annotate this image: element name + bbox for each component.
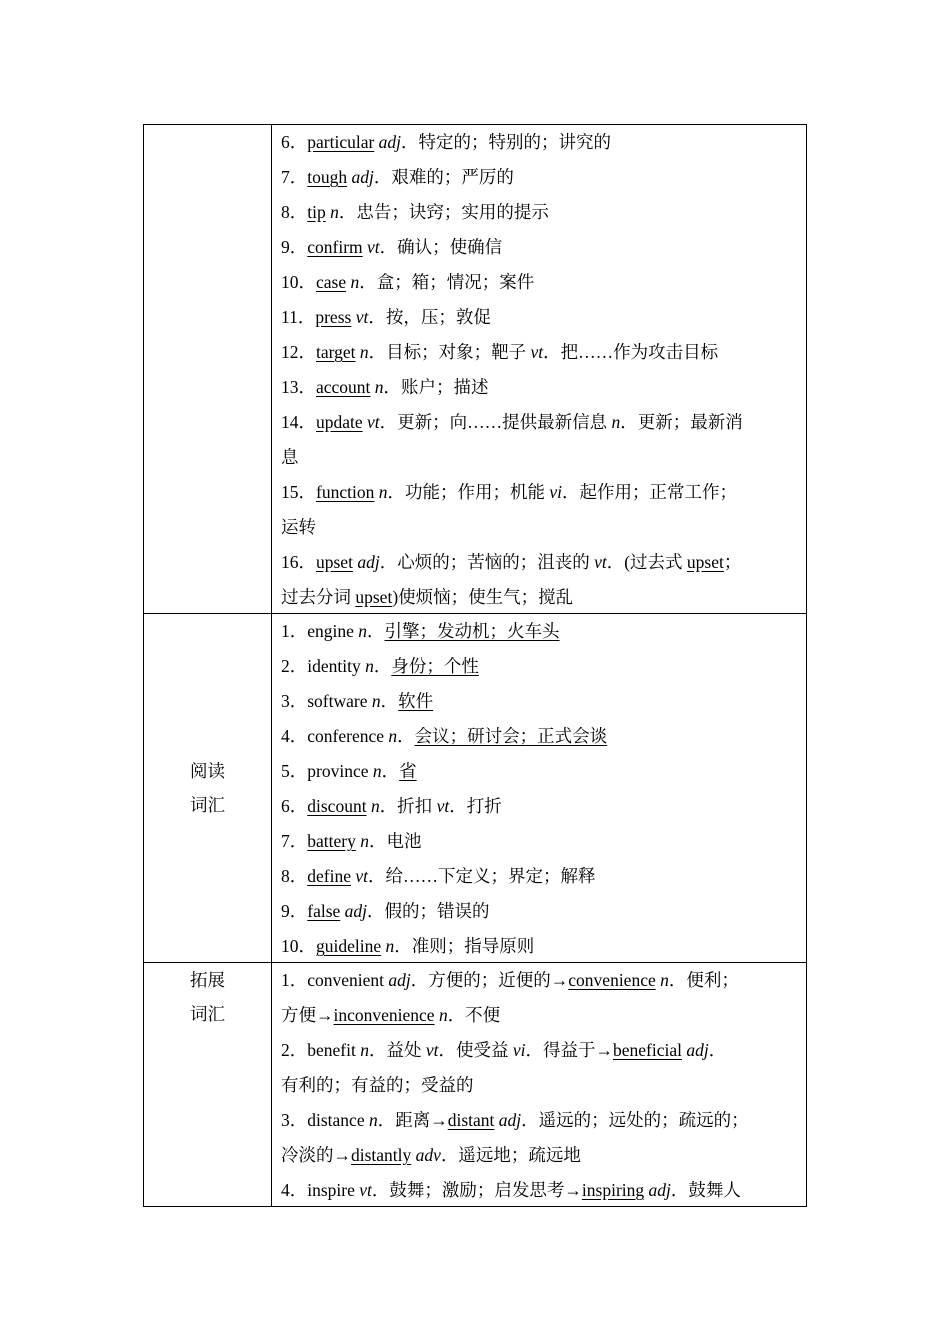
word: 1．convenient [281, 970, 389, 990]
category-label: 词汇 [190, 1004, 225, 1024]
table-row [144, 614, 807, 963]
pos: vt [436, 796, 450, 816]
word: update [316, 412, 363, 432]
vocab-line [281, 719, 798, 754]
word: upset [316, 552, 353, 572]
meaning: ．按，压；敦促 [368, 307, 491, 327]
meaning: ．忠告；诀窍；实用的提示 [338, 202, 549, 222]
meaning: ．把……作为攻击目标 [543, 342, 719, 362]
word: 3．distance [281, 1110, 369, 1130]
num: 7． [281, 831, 308, 851]
answer-meaning: 会议；研讨会；正式会谈 [414, 726, 608, 746]
vocab-line [281, 195, 798, 230]
pos: n [370, 377, 384, 397]
word: particular [307, 132, 375, 152]
vocab-line [281, 475, 798, 510]
word: 4．conference [281, 726, 389, 746]
meaning: ． [708, 1040, 727, 1060]
meaning: ．确认；使确信 [379, 237, 503, 257]
pos: n [381, 936, 395, 956]
vocab-line [281, 405, 798, 440]
meaning: ．不便 [447, 1005, 501, 1025]
word: 2．identity [281, 656, 366, 676]
num: 8． [281, 866, 308, 886]
pos: n [368, 1110, 378, 1130]
pos: adj [374, 132, 402, 152]
vocabulary-table [143, 124, 807, 1207]
pos: adj [388, 970, 411, 990]
word: confirm [307, 237, 363, 257]
core-vocab-cell [272, 125, 807, 614]
word: 4．inspire [281, 1180, 360, 1200]
word: upset [355, 587, 393, 607]
meaning: ．遥远的；远处的；疏远的； [521, 1110, 749, 1130]
pos: n [346, 272, 360, 292]
num: 16． [281, 552, 316, 572]
meaning: ．更新；向……提供最新信息 [379, 412, 612, 432]
category-label: 拓展 [190, 970, 225, 990]
meaning: ．(过去式 [606, 552, 687, 572]
derived-word: inspiring [581, 1180, 645, 1200]
meaning: 有利的；有益的；受益的 [281, 1075, 474, 1095]
answer-meaning: 省 [399, 761, 417, 781]
num: 13． [281, 377, 316, 397]
pos: n [366, 796, 380, 816]
category-cell-empty [144, 125, 272, 614]
reading-vocab-cell [272, 614, 807, 963]
category-label: 词汇 [190, 795, 225, 815]
vocab-line-wrap [281, 1138, 798, 1173]
answer-meaning: 软件 [398, 691, 434, 711]
num: 6． [281, 796, 308, 816]
separator: ． [380, 691, 399, 711]
pos: vt [359, 1180, 372, 1200]
meaning: ．起作用；正常工作； [561, 482, 737, 502]
word: function [316, 482, 375, 502]
vocab-line [281, 824, 798, 859]
pos: n [611, 412, 621, 432]
separator: ． [367, 621, 385, 641]
meaning: 方便→ [281, 1005, 334, 1025]
word: 3．software [281, 691, 372, 711]
derived-word: distant [447, 1110, 495, 1130]
pos: vt [362, 412, 380, 432]
num: 14． [281, 412, 316, 432]
meaning: ．打折 [449, 796, 502, 816]
derived-word: inconvenience [333, 1005, 435, 1025]
pos: adj [681, 1040, 709, 1060]
vocab-line [281, 684, 798, 719]
word: tip [307, 202, 326, 222]
vocab-line [281, 1033, 798, 1068]
word: press [315, 307, 352, 327]
meaning: ．心烦的；苦恼的；沮丧的 [379, 552, 595, 572]
table-row [144, 125, 807, 614]
pos: adj [644, 1180, 671, 1200]
vocab-line [281, 963, 798, 998]
answer-meaning: 身份；个性 [391, 656, 479, 676]
meaning: ．盒；箱；情况；案件 [359, 272, 535, 292]
vocab-line [281, 614, 798, 649]
vocab-line [281, 160, 798, 195]
vocab-line [281, 894, 798, 929]
pos: n [388, 726, 398, 746]
vocab-line-wrap [281, 998, 798, 1033]
vocab-line [281, 789, 798, 824]
num: 10． [281, 936, 316, 956]
meaning: ．距离→ [377, 1110, 448, 1130]
vocab-line [281, 649, 798, 684]
meaning: ．更新；最新消 [620, 412, 743, 432]
meaning: ．特定的；特别的；讲究的 [401, 132, 612, 152]
vocab-line [281, 545, 798, 580]
separator: ． [397, 726, 415, 746]
meaning: ．功能；作用；机能 [387, 482, 550, 502]
meaning: ．电池 [368, 831, 422, 851]
num: 7． [281, 167, 308, 187]
word: 1．engine [281, 621, 359, 641]
answer-meaning: 引擎；发动机；火车头 [384, 621, 560, 641]
meaning: 运转 [281, 517, 316, 537]
vocab-line [281, 125, 798, 160]
word: account [316, 377, 371, 397]
pos: vt [594, 552, 607, 572]
derived-word: distantly [351, 1145, 412, 1165]
meaning: ．使受益 [438, 1040, 513, 1060]
vocab-line [281, 859, 798, 894]
category-cell-reading [144, 614, 272, 963]
separator: ． [381, 761, 400, 781]
meaning: ．艰难的；严厉的 [373, 167, 514, 187]
vocab-line [281, 929, 798, 962]
meaning: ．鼓舞；激励；启发思考→ [371, 1180, 582, 1200]
word: battery [307, 831, 356, 851]
meaning: ．给……下定义；界定；解释 [368, 866, 596, 886]
pos: n [374, 482, 388, 502]
vocab-line [281, 1103, 798, 1138]
num: 6． [281, 132, 308, 152]
meaning: ．账户；描述 [383, 377, 489, 397]
pos: adj [352, 552, 380, 572]
pos: adj [494, 1110, 522, 1130]
num: 10． [281, 272, 316, 292]
word: define [307, 866, 351, 886]
vocab-line-wrap [281, 510, 798, 545]
num: 12． [281, 342, 316, 362]
pos: adj [340, 901, 368, 921]
pos: n [355, 342, 369, 362]
word: 5．province [281, 761, 373, 781]
meaning: ．准则；指导原则 [394, 936, 535, 956]
vocab-line-wrap [281, 580, 798, 613]
meaning: ．目标；对象；靶子 [368, 342, 531, 362]
pos: n [365, 656, 374, 676]
num: 9． [281, 237, 308, 257]
pos: vt [362, 237, 380, 257]
pos: vt [350, 866, 368, 886]
derived-word: beneficial [613, 1040, 682, 1060]
pos: n [372, 761, 382, 781]
meaning: ．方便的；近便的→ [410, 970, 569, 990]
derived-word: convenience [568, 970, 656, 990]
word: upset [686, 552, 724, 572]
pos: n [355, 831, 369, 851]
vocab-line [281, 230, 798, 265]
word: target [316, 342, 356, 362]
pos: vt [530, 342, 544, 362]
vocab-line [281, 370, 798, 405]
meaning: ； [723, 552, 742, 572]
meaning: 冷淡的→ [281, 1145, 351, 1165]
separator: ． [373, 656, 392, 676]
vocab-line [281, 335, 798, 370]
num: 9． [281, 901, 308, 921]
pos: vt [425, 1040, 439, 1060]
meaning: 息 [281, 447, 299, 467]
category-label: 阅读 [190, 761, 225, 781]
pos: vi [512, 1040, 526, 1060]
vocab-line [281, 1173, 798, 1206]
vocab-line [281, 265, 798, 300]
num: 11． [281, 307, 316, 327]
expand-vocab-cell [272, 963, 807, 1207]
meaning: ．鼓舞人 [670, 1180, 741, 1200]
vocab-line-wrap [281, 440, 798, 475]
word: false [307, 901, 341, 921]
meaning: ．假的；错误的 [367, 901, 490, 921]
pos: vt [351, 307, 369, 327]
vocab-line [281, 300, 798, 335]
pos: n [434, 1005, 448, 1025]
pos: n [325, 202, 339, 222]
category-cell-expand [144, 963, 272, 1207]
word: discount [307, 796, 367, 816]
num: 15． [281, 482, 316, 502]
pos: n [655, 970, 669, 990]
meaning: ．得益于→ [525, 1040, 613, 1060]
word: 2．benefit [281, 1040, 361, 1060]
table-row [144, 963, 807, 1207]
pos: n [360, 1040, 369, 1060]
vocab-line [281, 754, 798, 789]
meaning: ．益处 [368, 1040, 426, 1060]
pos: vi [549, 482, 562, 502]
word: guideline [316, 936, 382, 956]
meaning: ．遥远地；疏远地 [440, 1145, 581, 1165]
meaning: ．折扣 [379, 796, 437, 816]
pos: n [371, 691, 381, 711]
meaning: ．便利； [668, 970, 739, 990]
word: tough [307, 167, 348, 187]
pos: adj [347, 167, 374, 187]
pos: adv [411, 1145, 441, 1165]
pos: n [358, 621, 368, 641]
vocab-line-wrap [281, 1068, 798, 1103]
meaning: 过去分词 [281, 587, 356, 607]
word: case [316, 272, 347, 292]
num: 8． [281, 202, 308, 222]
meaning: )使烦恼；使生气；搅乱 [392, 587, 574, 607]
